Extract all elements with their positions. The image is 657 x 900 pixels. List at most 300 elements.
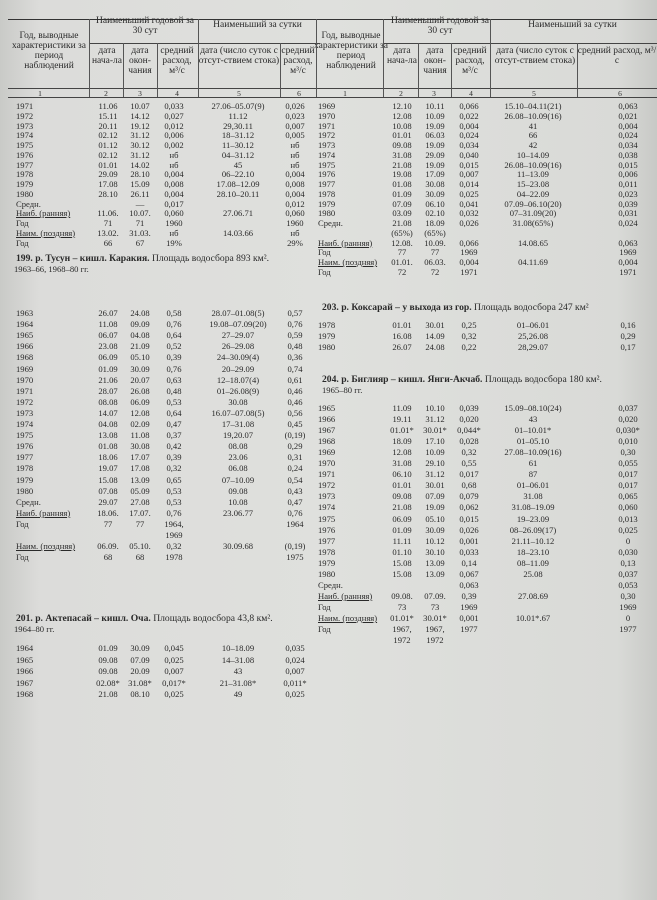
min-day-date: 11–13.09 (517, 169, 549, 180)
period-end: 10.09. (424, 237, 446, 248)
period-start: 18.09 (392, 436, 412, 447)
period-start: 09.08. (391, 590, 413, 601)
min-day-date: 08–11.09 (517, 557, 549, 568)
min-day-avg: 0,31 (287, 452, 303, 463)
avg-30day: 0,32 (166, 541, 182, 552)
column-number: 6 (297, 89, 301, 98)
min-day-avg: 0,030* (616, 425, 640, 436)
period-start: 01.08 (392, 179, 412, 189)
min-day-avg: 0,060 (618, 502, 638, 513)
row-label: 1973 (318, 491, 336, 502)
table-row (0, 199, 657, 209)
section-number: 201. (16, 613, 33, 624)
period-start: (65%) (391, 227, 413, 238)
min-day-date: 43 (233, 666, 243, 677)
period-start: 66 (103, 237, 113, 248)
row-label: 1973 (318, 140, 336, 150)
header-end-right: дата окон-чания (423, 46, 447, 76)
min-day-date: 49 (233, 689, 243, 700)
period-end: 26.08 (130, 385, 150, 396)
row-label: 1973 (16, 120, 34, 131)
avg-30day: 0,017 (459, 469, 479, 480)
period-end: 71 (135, 218, 145, 228)
min-day-date: 01–06.01 (516, 480, 550, 491)
period-end: 17.09 (425, 169, 445, 180)
row-label: 1975 (16, 430, 34, 441)
min-day-date: 28.07–01.08(5) (211, 308, 265, 318)
row-label: 1966 (16, 341, 34, 352)
period-start: 19.11 (392, 414, 412, 425)
min-day-avg: (0,19) (284, 430, 306, 441)
avg-30day: 0,76 (166, 507, 182, 518)
min-day-date: 19.08–07.09(20) (209, 319, 267, 330)
period-end: 30.10 (425, 546, 445, 557)
vline (451, 43, 452, 97)
min-day-avg: 0,012 (285, 198, 305, 209)
row-label: 1977 (318, 535, 336, 546)
table-row (0, 525, 657, 535)
avg-30day: 0,32 (461, 447, 477, 458)
period-start: 18.06. (97, 507, 119, 518)
row-label: 1971 (318, 469, 336, 480)
min-day-date: 18–23.10 (516, 546, 550, 557)
min-day-avg: 0,61 (287, 374, 303, 385)
period-start: 09.08 (392, 491, 412, 502)
period-start: 12.08 (392, 110, 412, 121)
row-label: 1980 (318, 208, 336, 219)
period-start: 01.12 (98, 140, 118, 150)
min-day-date: 14–31.08 (221, 654, 255, 665)
row-label: 1980 (318, 568, 336, 579)
avg-30day: 0,012 (164, 120, 184, 131)
row-label: 1974 (318, 502, 336, 513)
row-label: 1966 (318, 414, 336, 425)
min-day-avg: 0,24 (287, 463, 303, 474)
table-row (0, 580, 657, 590)
avg-30day: 0,026 (459, 218, 479, 228)
row-label: 1976 (318, 169, 336, 180)
period-end: 13.09 (130, 474, 150, 485)
row-label: Наим. (поздняя) (318, 257, 378, 267)
row-label: 1971 (16, 385, 34, 396)
row-label: 1972 (16, 396, 34, 407)
row-label: Средн. (16, 198, 41, 209)
avg-30day: 0,39 (166, 452, 182, 463)
avg-30day: 0,68 (461, 480, 477, 491)
header-end-left: дата окон-чания (128, 46, 152, 76)
row-label: 1964 (16, 643, 34, 653)
period-end: 67 (135, 237, 145, 248)
period-start: 01.01* (390, 612, 414, 623)
avg-30day: 0,76 (166, 319, 182, 330)
avg-30day: 0,034 (459, 140, 479, 150)
min-day-avg: 0,56 (287, 407, 303, 418)
river-name: р. Коксарай – у выхода из гор. (341, 302, 472, 313)
row-label: 1977 (318, 179, 336, 189)
table-row (0, 130, 657, 140)
min-day-avg: 0,017 (618, 469, 638, 480)
min-day-date: 15.10–04.11(21) (504, 101, 562, 111)
avg-30day: 0,026 (459, 524, 479, 535)
vline (198, 19, 199, 97)
table-row (0, 189, 657, 199)
min-day-date: 01–10.01* (514, 425, 552, 436)
avg-30day: 0,007 (164, 666, 184, 677)
row-label: 1966 (16, 666, 34, 677)
avg-30day: 0,032 (459, 208, 479, 219)
min-day-date: 11.12 (228, 110, 248, 121)
period-end: 30.09 (130, 363, 150, 374)
min-day-avg: 1971 (619, 266, 637, 277)
min-day-avg: 0,037 (618, 403, 638, 413)
table-row (0, 558, 657, 568)
period-start: 12.10 (392, 101, 412, 111)
table-row (0, 228, 657, 238)
period-end: 30.12 (130, 140, 150, 150)
table-row (0, 469, 657, 479)
avg-30day: 1971 (460, 266, 478, 277)
min-day-avg: 0,007 (285, 120, 305, 131)
avg-30day: 0,002 (164, 140, 184, 150)
avg-30day: 0,039 (459, 403, 479, 413)
min-day-avg: 0,021 (618, 110, 638, 121)
vline (316, 19, 317, 97)
min-day-avg: 0,025 (618, 524, 638, 535)
period-start: 14.07 (98, 407, 118, 418)
table-row (0, 247, 657, 257)
avg-30day: 0,014 (459, 179, 479, 189)
row-label: 1963 (16, 308, 34, 318)
min-day-date: 27.06–05.07(9) (211, 101, 265, 111)
avg-30day: 0,066 (459, 237, 479, 248)
min-day-avg: 0,011 (618, 179, 638, 189)
min-day-date: 87 (528, 469, 538, 480)
row-label: 1975 (318, 513, 336, 524)
row-label: 1977 (16, 452, 34, 463)
min-day-avg: 0,17 (620, 342, 636, 353)
period-end: 18.09 (425, 218, 445, 228)
table-row (0, 635, 657, 645)
table-row (0, 425, 657, 435)
period-end: 30.08 (425, 179, 445, 189)
table-row (0, 160, 657, 170)
min-day-avg: 29% (287, 237, 303, 248)
avg-30day: нб (169, 159, 179, 170)
period-end: 06.03. (424, 257, 446, 267)
min-day-avg: 0,008 (285, 179, 305, 189)
avg-30day: 0,025 (164, 689, 184, 700)
min-day-date: 30.09.68 (222, 541, 254, 552)
row-label: 1979 (318, 557, 336, 568)
min-day-avg: нб (290, 140, 300, 150)
period-start: 11.06. (97, 208, 119, 219)
row-label: 1980 (16, 485, 34, 496)
min-day-date: 10–18.09 (221, 643, 255, 653)
column-number: 1 (343, 89, 347, 98)
row-label: Год (16, 218, 29, 228)
period-end: 07.09 (425, 491, 445, 502)
min-day-date: 01–05.10 (516, 436, 550, 447)
period-end: 30.01* (423, 425, 447, 436)
header-avg1-right: средний расход, м³/с (577, 46, 657, 66)
min-day-date: 15.09–08.10(24) (504, 403, 562, 413)
period-end: 07.09. (424, 590, 446, 601)
avg-30day: 0,066 (459, 101, 479, 111)
row-label: Год (318, 601, 331, 612)
min-day-avg: 0,053 (618, 579, 638, 590)
period-start: 29.07 (98, 496, 118, 507)
period-end: 21.09 (130, 341, 150, 352)
table-row (0, 267, 657, 277)
row-label: 1976 (16, 149, 34, 160)
min-day-date: 10.01*.67 (515, 612, 551, 623)
period-end: 10.09 (425, 110, 445, 121)
row-label: Средн. (16, 496, 41, 507)
avg-30day: 0,025 (459, 188, 479, 199)
period-end: 30.09 (425, 524, 445, 535)
period-start: 02.08* (96, 677, 120, 688)
river-name: р. Актепасай – кишл. Оча. (35, 613, 151, 624)
table-row (0, 101, 657, 111)
period-start: 01.01 (392, 480, 412, 491)
period-start: 09.08 (98, 654, 118, 665)
period-end: 14.12 (130, 110, 150, 121)
period-start: 06.10 (392, 469, 412, 480)
table-row (0, 140, 657, 150)
period-end: 05.10 (425, 513, 445, 524)
min-day-date: 27.06.71 (222, 208, 254, 219)
header-start-left: дата нача-ла (91, 46, 123, 66)
row-label: Наим. (поздняя) (16, 227, 76, 238)
min-day-avg: нб (290, 149, 300, 160)
min-day-date: 14.08.65 (517, 237, 549, 248)
avg-30day: 1969 (460, 247, 478, 258)
section-number: 203. (322, 302, 339, 313)
avg-30day: 0,033 (164, 101, 184, 111)
period-start: 13.08 (98, 430, 118, 441)
min-day-avg: 0,004 (618, 120, 638, 131)
row-label: Год (318, 624, 331, 634)
section-number: 199. (16, 253, 33, 264)
period-end: 30.09 (130, 643, 150, 653)
column-number: 5 (237, 89, 241, 98)
period-end: 04.08 (130, 330, 150, 341)
column-number: 4 (469, 89, 473, 98)
avg-30day: 0,033 (459, 546, 479, 557)
row-label: 1978 (318, 546, 336, 557)
period-start: 07.09 (392, 198, 412, 209)
period-start: 19.07 (98, 463, 118, 474)
table-row (0, 320, 657, 330)
min-day-avg: 1969 (619, 601, 637, 612)
header-date1-left: дата (число суток с отсут-ствием стока) (198, 46, 280, 66)
header-min30-left: Наименьший годовой за 30 сут (96, 16, 194, 36)
period-end: 26.11 (130, 188, 150, 199)
min-day-date: 25,26.08 (517, 331, 549, 342)
period-end: 28.10 (130, 169, 150, 180)
min-day-date: 19–23.09 (516, 513, 550, 524)
table-row (0, 678, 657, 688)
table-row (0, 386, 657, 396)
period-start: 16.08 (392, 331, 412, 342)
avg-30day: 0,32 (166, 463, 182, 474)
table-row (0, 331, 657, 341)
period-start: 18.06 (98, 452, 118, 463)
min-day-avg: 0,010 (618, 436, 638, 447)
table-row (0, 655, 657, 665)
period-start: 1972 (393, 635, 411, 646)
period-start: 02.12 (98, 149, 118, 160)
period-end: 17.07 (130, 452, 150, 463)
min-day-avg: 0,36 (287, 352, 303, 363)
header-date1-right: дата (число суток с отсут-ствием стока) (494, 46, 576, 66)
period-end: 05.10. (129, 541, 151, 552)
table-row (0, 666, 657, 676)
min-day-date: 10.08 (228, 496, 248, 507)
avg-30day: 0,39 (166, 352, 182, 363)
avg-30day: 0,044* (457, 425, 481, 436)
period-start: 21.06 (98, 374, 118, 385)
min-day-avg: 0,024 (618, 218, 638, 228)
period-end: 02.10 (425, 208, 445, 219)
period-end: 30.01 (425, 320, 445, 330)
min-day-avg: 0,59 (287, 330, 303, 341)
avg-30day: 0,004 (459, 120, 479, 131)
min-day-date: 30.08 (228, 396, 248, 407)
period-start: 07.08 (98, 485, 118, 496)
period-end: 20.09 (130, 666, 150, 677)
row-label: 1975 (318, 159, 336, 170)
period-end: 19.12 (130, 120, 150, 131)
period-start: 21.08 (98, 689, 118, 700)
period-start: 1967, (392, 624, 412, 634)
avg-30day: 0,52 (166, 341, 182, 352)
header-group-left: Год, выводные характеристики за период наблюдений (12, 31, 86, 71)
period-end: 30.01* (423, 612, 447, 623)
avg-30day: 0,027 (164, 110, 184, 121)
period-start: 11.09 (392, 403, 412, 413)
avg-30day: 1969 (165, 530, 183, 540)
table-row (0, 591, 657, 601)
min-day-date: 06.08 (228, 463, 248, 474)
period-start: 17.08 (98, 179, 118, 189)
row-label: 1979 (318, 198, 336, 209)
avg-30day: 0,53 (166, 485, 182, 496)
min-day-avg: 0,29 (620, 331, 636, 342)
avg-30day: 0,022 (459, 110, 479, 121)
avg-30day: 0,39 (461, 590, 477, 601)
row-label: 1972 (16, 110, 34, 121)
row-label: 1972 (318, 130, 336, 141)
min-day-avg: 0,007 (285, 666, 305, 677)
period-end: 10.11 (425, 101, 445, 111)
avg-30day: 0,55 (461, 458, 477, 469)
min-day-date: 14.03.66 (222, 227, 254, 238)
period-start: 01.09 (392, 188, 412, 199)
min-day-date: 31.08(65%) (512, 218, 554, 228)
basin-area: Площадь водосбора 180 км². (484, 374, 602, 385)
avg-30day: 0,22 (461, 342, 477, 353)
period-end: 19.09 (425, 502, 445, 513)
table-row (0, 342, 657, 352)
avg-30day: 0,25 (461, 320, 477, 330)
row-label: 1974 (318, 149, 336, 160)
row-label: 1978 (16, 169, 34, 180)
avg-30day: 0,48 (166, 385, 182, 396)
period-start: 06.09. (97, 541, 119, 552)
min-day-avg: 0,004 (285, 169, 305, 180)
min-day-avg: 0,47 (287, 496, 303, 507)
period-start: 09.08 (392, 140, 412, 150)
period-start: 28.10 (98, 188, 118, 199)
table-row (0, 502, 657, 512)
period-start: 71 (103, 218, 113, 228)
period-end: 73 (430, 601, 440, 612)
min-day-date: 21.11–10.12 (511, 535, 555, 546)
min-day-avg: 0,055 (618, 458, 638, 469)
min-day-date: 01–06.01 (516, 320, 550, 330)
period-start: 29.09 (98, 169, 118, 180)
table-row (0, 689, 657, 699)
min-day-date: 07–10.09 (221, 474, 255, 485)
period-start: 13.02. (97, 227, 119, 238)
period-start: 77 (103, 518, 113, 529)
min-day-avg: 0,16 (620, 320, 636, 330)
min-day-date: 10–14.09 (516, 149, 550, 160)
avg-30day: 0,65 (166, 474, 182, 485)
min-day-avg: 0,038 (618, 149, 638, 160)
min-day-date: 06–22.10 (221, 169, 255, 180)
row-label: 1973 (16, 407, 34, 418)
period-start: 01.01 (392, 320, 412, 330)
period-start: 26.07 (98, 308, 118, 318)
avg-30day: 0,004 (459, 257, 479, 267)
period-start: 68 (103, 552, 113, 563)
min-day-avg: 1960 (286, 218, 304, 228)
row-label: 1979 (16, 179, 34, 189)
min-day-avg: 0,48 (287, 341, 303, 352)
min-day-date: 42 (528, 140, 538, 150)
row-label: 1974 (16, 419, 34, 429)
row-label: 1969 (318, 447, 336, 458)
period-end: 24.08 (425, 342, 445, 353)
row-label: Год (318, 266, 331, 277)
period-start: 01.01 (98, 159, 118, 170)
period-start: 21.08 (392, 159, 412, 170)
min-day-avg: 0,30 (620, 590, 636, 601)
period-end: 27.08 (130, 496, 150, 507)
min-day-avg: 1977 (619, 624, 637, 634)
min-day-date: 18–31.12 (221, 130, 255, 141)
avg-30day: 0,045 (164, 643, 184, 653)
row-label: 1978 (16, 463, 34, 474)
header-avg1-left: средний расход, м³/с (281, 46, 315, 76)
period-start: 31.08 (392, 149, 412, 160)
min-day-date: 26.08–10.09(16) (504, 110, 562, 121)
period-end: 19.09 (425, 159, 445, 170)
min-day-date: 04–31.12 (221, 149, 255, 160)
row-label: 1971 (318, 120, 336, 131)
period-end: — (135, 198, 145, 209)
header-avg30-left: средний расход, м³/с (160, 46, 194, 76)
period-end: 14.02 (130, 159, 150, 170)
row-label: 1980 (16, 188, 34, 199)
avg-30day: 0,015 (459, 159, 479, 170)
min-day-avg: 0,039 (618, 198, 638, 209)
period-start: 72 (397, 266, 407, 277)
min-day-avg: 0,30 (620, 447, 636, 458)
period-start: 04.08 (98, 419, 118, 429)
